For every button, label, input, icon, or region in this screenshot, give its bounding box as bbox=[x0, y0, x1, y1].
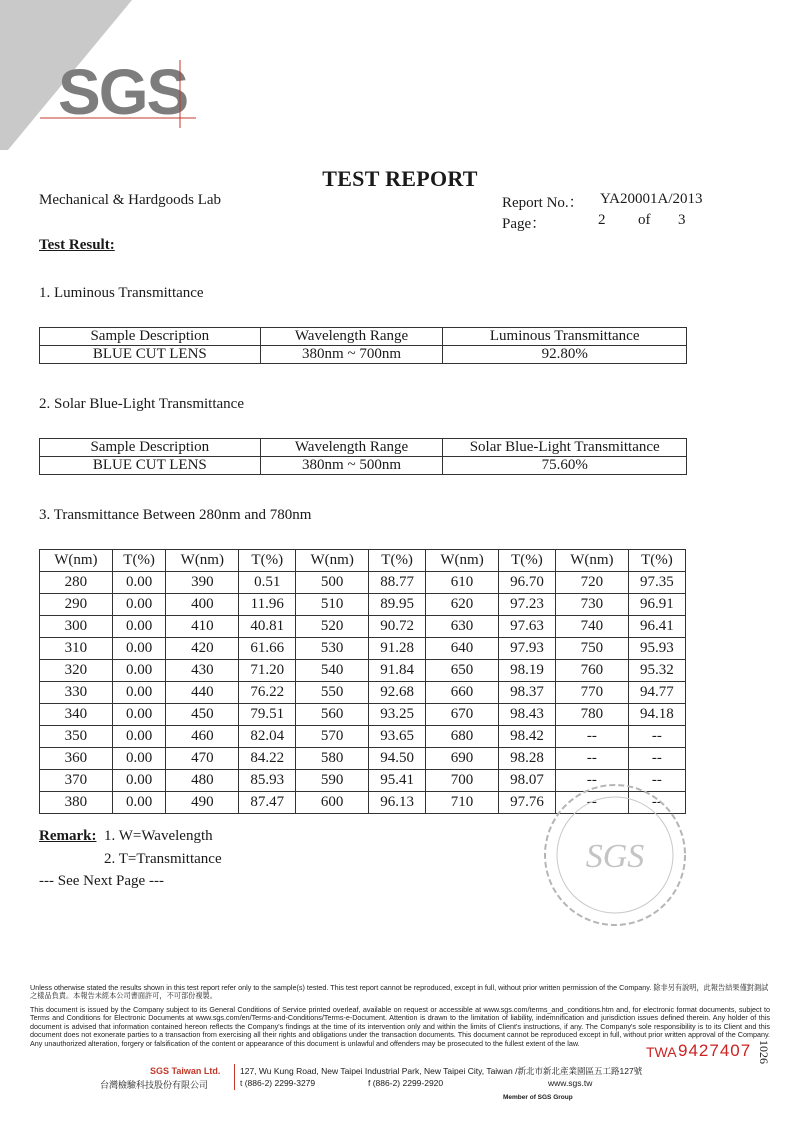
table-cell: 720 bbox=[556, 572, 629, 594]
table-cell: 380nm ~ 500nm bbox=[260, 457, 443, 475]
table-cell: -- bbox=[628, 748, 685, 770]
side-code: 1026 bbox=[757, 1040, 771, 1064]
table-row bbox=[40, 346, 687, 364]
luminous-transmittance-table bbox=[39, 327, 687, 364]
table-cell: -- bbox=[556, 748, 629, 770]
table-cell: 0.00 bbox=[112, 682, 166, 704]
table-cell: 91.84 bbox=[369, 660, 426, 682]
table-cell: 98.19 bbox=[498, 660, 555, 682]
table-cell: 95.41 bbox=[369, 770, 426, 792]
table-cell: 470 bbox=[166, 748, 239, 770]
table-cell: 97.93 bbox=[498, 638, 555, 660]
section-1-title: 1. Luminous Transmittance bbox=[39, 285, 204, 301]
table-cell: 40.81 bbox=[239, 616, 296, 638]
table-cell: 88.77 bbox=[369, 572, 426, 594]
table-cell: 96.41 bbox=[628, 616, 685, 638]
table-row bbox=[40, 748, 686, 770]
table-cell: 75.60% bbox=[443, 457, 687, 475]
company-name-chinese: 台灣檢驗科技股份有限公司 bbox=[100, 1081, 209, 1091]
header-cell: T(%) bbox=[369, 550, 426, 572]
table-cell: -- bbox=[628, 770, 685, 792]
table-cell: 460 bbox=[166, 726, 239, 748]
table-cell: 0.00 bbox=[112, 660, 166, 682]
report-title: TEST REPORT bbox=[322, 166, 478, 191]
table-cell: 770 bbox=[556, 682, 629, 704]
svg-text:SGS: SGS bbox=[585, 838, 645, 875]
table-row bbox=[40, 616, 686, 638]
header-cell: Sample Description bbox=[40, 439, 261, 457]
header-cell: Luminous Transmittance bbox=[443, 328, 687, 346]
header-cell: Sample Description bbox=[40, 328, 261, 346]
table-cell: 85.93 bbox=[239, 770, 296, 792]
table-cell: 94.77 bbox=[628, 682, 685, 704]
table-cell: 630 bbox=[426, 616, 499, 638]
table-header-row bbox=[40, 439, 687, 457]
table-cell: 650 bbox=[426, 660, 499, 682]
table-row bbox=[40, 704, 686, 726]
table-cell: 570 bbox=[296, 726, 369, 748]
table-cell: 0.00 bbox=[112, 594, 166, 616]
header-cell: T(%) bbox=[239, 550, 296, 572]
header-cell: Wavelength Range bbox=[260, 439, 443, 457]
table-cell: 380 bbox=[40, 792, 113, 814]
header-cell: Solar Blue-Light Transmittance bbox=[443, 439, 687, 457]
remark-item: 2. T=Transmittance bbox=[104, 851, 222, 867]
table-row bbox=[40, 594, 686, 616]
footer-divider bbox=[234, 1064, 235, 1090]
website: www.sgs.tw bbox=[548, 1078, 593, 1088]
header-cell: T(%) bbox=[628, 550, 685, 572]
table-cell: 97.23 bbox=[498, 594, 555, 616]
table-cell: 360 bbox=[40, 748, 113, 770]
table-cell: -- bbox=[556, 792, 629, 814]
table-cell: 370 bbox=[40, 770, 113, 792]
table-cell: 92.68 bbox=[369, 682, 426, 704]
page-number: 2 bbox=[598, 212, 606, 228]
table-cell: 510 bbox=[296, 594, 369, 616]
table-cell: 0.00 bbox=[112, 616, 166, 638]
table-cell: 350 bbox=[40, 726, 113, 748]
table-cell: 750 bbox=[556, 638, 629, 660]
table-cell: 760 bbox=[556, 660, 629, 682]
table-cell: 0.51 bbox=[239, 572, 296, 594]
table-row bbox=[40, 682, 686, 704]
table-cell: 97.63 bbox=[498, 616, 555, 638]
table-cell: 76.22 bbox=[239, 682, 296, 704]
table-cell: 680 bbox=[426, 726, 499, 748]
serial-prefix: TWA bbox=[646, 1044, 677, 1060]
disclaimer-text: Unless otherwise stated the results shown in this test report refer only to the sample(s) tested. This test report cannot be reproduced, except in full, without prior written permission of the Company. 除非另有說明，此報告結果僅對測試之樣品負責。本報告未經本公司書面許可，不可部份複製。 bbox=[30, 983, 769, 1001]
table-header-row bbox=[40, 328, 687, 346]
table-cell: 390 bbox=[166, 572, 239, 594]
table-cell: 61.66 bbox=[239, 638, 296, 660]
table-cell: 0.00 bbox=[112, 704, 166, 726]
table-cell: 97.76 bbox=[498, 792, 555, 814]
header-cell: W(nm) bbox=[166, 550, 239, 572]
table-cell: 0.00 bbox=[112, 748, 166, 770]
company-address: 127, Wu Kung Road, New Taipei Industrial Park, New Taipei City, Taiwan /新北市新北產業園區五工路127號 bbox=[240, 1066, 643, 1076]
table-cell: 330 bbox=[40, 682, 113, 704]
table-cell: 98.37 bbox=[498, 682, 555, 704]
table-row bbox=[40, 660, 686, 682]
table-cell: BLUE CUT LENS bbox=[40, 457, 261, 475]
table-row bbox=[40, 638, 686, 660]
table-cell: 310 bbox=[40, 638, 113, 660]
header-cell: W(nm) bbox=[296, 550, 369, 572]
table-cell: -- bbox=[628, 726, 685, 748]
table-cell: 98.43 bbox=[498, 704, 555, 726]
table-cell: 89.95 bbox=[369, 594, 426, 616]
serial-number: 9427407 bbox=[678, 1041, 752, 1060]
table-cell: 530 bbox=[296, 638, 369, 660]
header-cell: W(nm) bbox=[426, 550, 499, 572]
header-cell: W(nm) bbox=[556, 550, 629, 572]
member-of-group: Member of SGS Group bbox=[503, 1094, 573, 1101]
table-row bbox=[40, 726, 686, 748]
section-2-title: 2. Solar Blue-Light Transmittance bbox=[39, 396, 244, 412]
remark-label: Remark: bbox=[39, 828, 97, 844]
table-cell: 620 bbox=[426, 594, 499, 616]
report-number: YA20001A/2013 bbox=[600, 191, 703, 207]
test-result-heading: Test Result: bbox=[39, 237, 115, 253]
table-cell: 590 bbox=[296, 770, 369, 792]
table-cell: 740 bbox=[556, 616, 629, 638]
table-cell: 550 bbox=[296, 682, 369, 704]
table-cell: 730 bbox=[556, 594, 629, 616]
table-cell: 420 bbox=[166, 638, 239, 660]
company-name: SGS Taiwan Ltd. bbox=[150, 1066, 221, 1076]
table-cell: 660 bbox=[426, 682, 499, 704]
table-cell: -- bbox=[556, 770, 629, 792]
table-cell: 560 bbox=[296, 704, 369, 726]
table-cell: 340 bbox=[40, 704, 113, 726]
table-cell: 93.65 bbox=[369, 726, 426, 748]
table-cell: 780 bbox=[556, 704, 629, 726]
table-cell: 98.28 bbox=[498, 748, 555, 770]
svg-text:SGS: SGS bbox=[58, 56, 188, 128]
table-cell: 95.93 bbox=[628, 638, 685, 660]
sgs-logo bbox=[0, 0, 210, 160]
table-cell: 0.00 bbox=[112, 638, 166, 660]
table-row bbox=[40, 457, 687, 475]
section-3-title: 3. Transmittance Between 280nm and 780nm bbox=[39, 507, 312, 523]
table-cell: 600 bbox=[296, 792, 369, 814]
report-number-label: Report No.： bbox=[502, 195, 584, 211]
table-cell: 97.35 bbox=[628, 572, 685, 594]
circular-stamp-seal bbox=[530, 775, 700, 935]
table-cell: 96.91 bbox=[628, 594, 685, 616]
table-cell: -- bbox=[628, 792, 685, 814]
header-cell: W(nm) bbox=[40, 550, 113, 572]
table-cell: 0.00 bbox=[112, 572, 166, 594]
table-cell: 91.28 bbox=[369, 638, 426, 660]
table-header-row bbox=[40, 550, 686, 572]
table-cell: 290 bbox=[40, 594, 113, 616]
fax: f (886-2) 2299-2920 bbox=[368, 1078, 444, 1088]
table-cell: 71.20 bbox=[239, 660, 296, 682]
table-cell: 92.80% bbox=[443, 346, 687, 364]
table-cell: 640 bbox=[426, 638, 499, 660]
see-next-page: --- See Next Page --- bbox=[39, 873, 164, 889]
page-label: Page： bbox=[502, 216, 547, 232]
header-cell: T(%) bbox=[112, 550, 166, 572]
table-cell: 410 bbox=[166, 616, 239, 638]
table-cell: 94.50 bbox=[369, 748, 426, 770]
table-cell: 11.96 bbox=[239, 594, 296, 616]
table-cell: 280 bbox=[40, 572, 113, 594]
table-cell: 320 bbox=[40, 660, 113, 682]
lab-name: Mechanical & Hardgoods Lab bbox=[39, 192, 222, 208]
table-cell: BLUE CUT LENS bbox=[40, 346, 261, 364]
page-of: of bbox=[638, 212, 651, 228]
table-cell: 610 bbox=[426, 572, 499, 594]
table-cell: 670 bbox=[426, 704, 499, 726]
table-cell: 540 bbox=[296, 660, 369, 682]
table-cell: 300 bbox=[40, 616, 113, 638]
table-cell: 380nm ~ 700nm bbox=[260, 346, 443, 364]
conditions-text: This document is issued by the Company subject to its General Conditions of Service printed overleaf, available on request or accessible at www.sgs.com/terms_and_conditions.htm and, for electronic format documents, subject to Terms and Conditions for Electronic Documents at www.sgs.com/en/Terms-and-Conditions/Terms-e-Document. Attention is drawn to the limitation of liability, indemnification and jurisdiction issues defined therein. Any holder of this document is advised that information contained hereon reflects the Company's findings at the time of its intervention only and within the limits of Client's instructions, if any. The Company's sole responsibility is to its Client and this document does not exonerate parties to a transaction from exercising all their rights and obligations under the transaction documents. This document cannot be reproduced except in full, without prior written approval of the Company. Any unauthorized alteration, forgery or falsification of the content or appearance of this document is unlawful and offenders may be prosecuted to the fullest extent of the law. bbox=[30, 1005, 770, 1048]
table-cell: 710 bbox=[426, 792, 499, 814]
table-cell: 430 bbox=[166, 660, 239, 682]
table-cell: 96.70 bbox=[498, 572, 555, 594]
table-cell: 700 bbox=[426, 770, 499, 792]
table-cell: 79.51 bbox=[239, 704, 296, 726]
table-cell: 82.04 bbox=[239, 726, 296, 748]
table-cell: 94.18 bbox=[628, 704, 685, 726]
table-cell: 98.07 bbox=[498, 770, 555, 792]
table-cell: 98.42 bbox=[498, 726, 555, 748]
table-cell: 84.22 bbox=[239, 748, 296, 770]
table-cell: 87.47 bbox=[239, 792, 296, 814]
table-cell: 93.25 bbox=[369, 704, 426, 726]
table-cell: 95.32 bbox=[628, 660, 685, 682]
blue-light-transmittance-table bbox=[39, 438, 687, 475]
table-cell: -- bbox=[556, 726, 629, 748]
table-cell: 580 bbox=[296, 748, 369, 770]
table-cell: 450 bbox=[166, 704, 239, 726]
table-cell: 440 bbox=[166, 682, 239, 704]
header-cell: T(%) bbox=[498, 550, 555, 572]
header-cell: Wavelength Range bbox=[260, 328, 443, 346]
table-cell: 0.00 bbox=[112, 726, 166, 748]
table-cell: 0.00 bbox=[112, 792, 166, 814]
table-cell: 90.72 bbox=[369, 616, 426, 638]
table-cell: 0.00 bbox=[112, 770, 166, 792]
table-cell: 520 bbox=[296, 616, 369, 638]
table-cell: 500 bbox=[296, 572, 369, 594]
telephone: t (886-2) 2299-3279 bbox=[240, 1078, 316, 1088]
page-total: 3 bbox=[678, 212, 686, 228]
table-cell: 690 bbox=[426, 748, 499, 770]
table-cell: 96.13 bbox=[369, 792, 426, 814]
remark-item: 1. W=Wavelength bbox=[104, 828, 213, 844]
table-cell: 490 bbox=[166, 792, 239, 814]
table-cell: 400 bbox=[166, 594, 239, 616]
table-row bbox=[40, 572, 686, 594]
table-cell: 480 bbox=[166, 770, 239, 792]
